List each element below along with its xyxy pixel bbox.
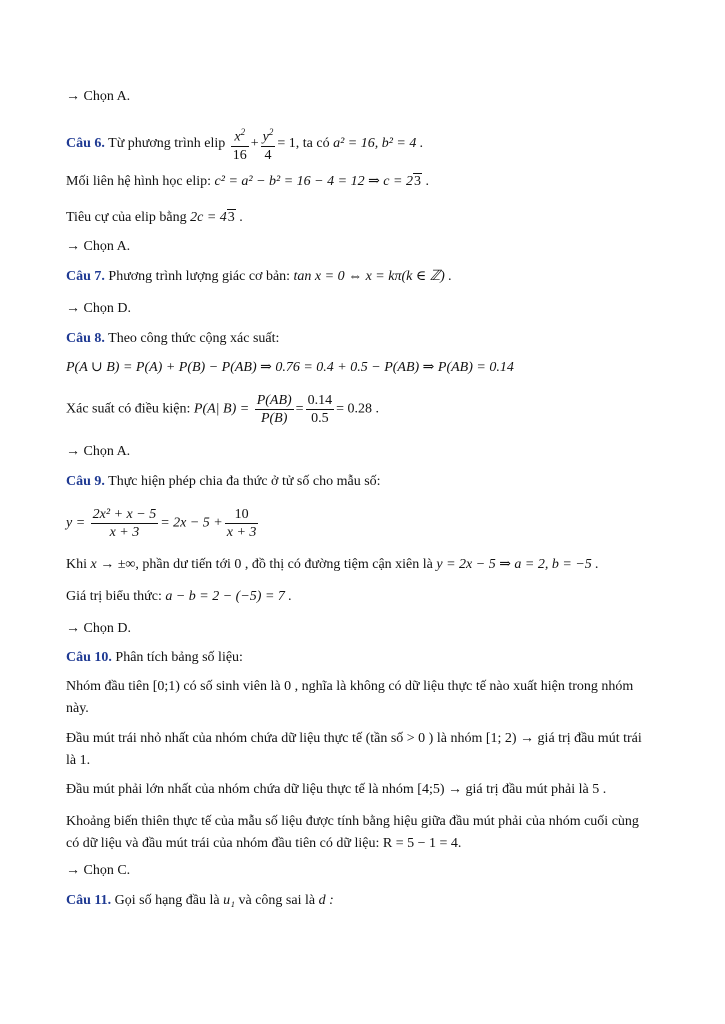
polynomial-division: y = $\frac{\text{2x² + x − 5}}{x + 3}$ = 2x − 5 + $\frac{10}{x + 3}$ [66, 507, 257, 540]
answer-line: → Chọn D. [66, 621, 131, 636]
fraction-x2-16: $\frac{x^2}{16}$ [231, 124, 249, 164]
asymptote-line: Khi x → ±∞, phần dư tiến tới 0 , đồ thị có đường tiệm cận xiên là y = 2x − 5 ⇒ a = 2, b = −5 . [66, 557, 599, 572]
question-8: Câu 8. Theo công thức cộng xác suất: [66, 331, 280, 346]
fraction-y2-4: $\frac{y^2}{4}$ [261, 124, 276, 164]
expression-value: Giá trị biểu thức: a − b = 2 − (−5) = 7 . [66, 589, 292, 604]
fraction-pab-pb: $\frac{P(AB)}{P(B)}$ [256, 393, 292, 426]
question-11: Câu 11. Gọi số hạng đầu là u₁ và công sai là d : [66, 893, 334, 908]
question-9: Câu 9. Thực hiện phép chia đa thức ở tử số cho mẫu số: [66, 474, 381, 489]
answer-line: → Chọn A. [66, 444, 131, 459]
paragraph-max-right: Đầu mút phải lớn nhất của nhóm chứa dữ liệu thực tế là nhóm [4;5) → giá trị đầu mút phải là 5 . [66, 782, 607, 797]
question-10: Câu 10. Phân tích bảng số liệu: [66, 650, 243, 665]
answer-line: → Chọn D. [66, 301, 131, 316]
question-6: Câu 6. Từ phương trình elip $\frac{x^2}{16}$ + $\frac{y^2}{4}$ = 1, ta có a² = 16, b² = 4 . [66, 124, 423, 164]
answer-line: → Chọn A. [66, 89, 131, 104]
paragraph-min-left: Đầu mút trái nhỏ nhất của nhóm chứa dữ liệu thực tế (tần số > 0 ) là nhóm [1; 2) → giá trị đầu mút trái là 1. [66, 731, 642, 768]
fraction-remainder: $\frac{10}{x + 3}$ [226, 507, 257, 540]
question-7: Câu 7. Phương trình lượng giác cơ bản: tan x = 0 ⇔ x = kπ(k ∈ ℤ) . [66, 269, 452, 284]
fraction-014-05: $\frac{0.14}{0.5}$ [307, 393, 333, 426]
conditional-probability: Xác suất có điều kiện: P(A| B) = $\frac{P(AB)}{P(B)}$ = $\frac{0.14}{0.5}$ = 0.28 . [66, 393, 379, 426]
answer-line: → Chọn C. [66, 863, 131, 878]
ellipse-relation: Mối liên hệ hình học elip: c² = a² − b² = 16 − 4 = 12 ⇒ c = 23 . [66, 174, 429, 189]
fraction-division: $\frac{\text{2x² + x − 5}}{x + 3}$ [92, 507, 157, 540]
paragraph-range: Khoảng biến thiên thực tế của mẫu số liệu được tính bằng hiệu giữa đầu mút phải của nhóm cuối cùng có dữ liệu và đầu mút trái của nhóm đầu tiên có dữ liệu: R = 5 − 1 = 4. [66, 814, 639, 851]
focal-length: Tiêu cự của elip bằng 2c = 43 . [66, 210, 243, 225]
answer-line: → Chọn A. [66, 239, 131, 254]
probability-sum: P(A ∪ B) = P(A) + P(B) − P(AB) ⇒ 0.76 = 0.4 + 0.5 − P(AB) ⇒ P(AB) = 0.14 [66, 360, 514, 375]
paragraph-first-group: Nhóm đầu tiên [0;1) có số sinh viên là 0 , nghĩa là không có dữ liệu thực tế nào xuất hiện trong nhóm này. [66, 679, 634, 716]
